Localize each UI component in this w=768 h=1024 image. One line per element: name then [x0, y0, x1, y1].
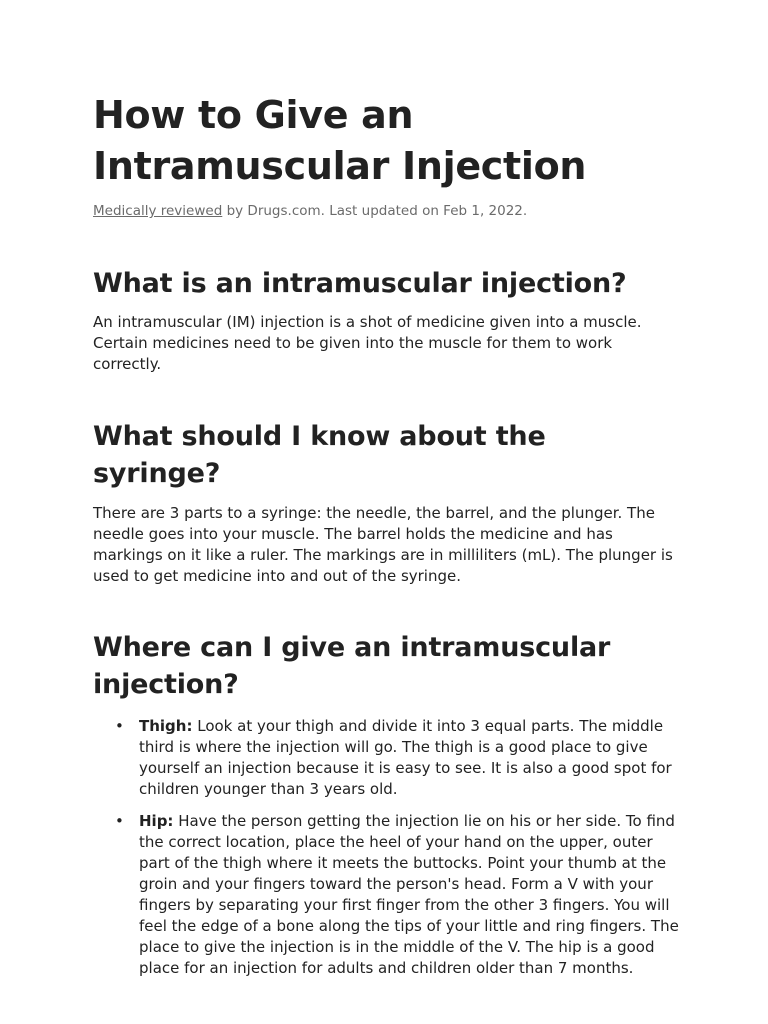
- byline: [93, 201, 680, 221]
- injection-site-list: [93, 716, 680, 979]
- section-heading-where: Where can I give an intramuscular injection?: [93, 632, 611, 700]
- list-item-text: Look at your thigh and divide it into 3 equal parts. The middle third is where the injection will go. The thigh is a good place to give yourself an injection because it is easy to see. It is also a good spot for children younger than 3 years old.: [139, 717, 672, 798]
- list-item-term: Hip:: [139, 812, 174, 830]
- list-item-text: Have the person getting the injection lie on his or her side. To find the correct location, place the heel of your hand on the upper, outer part of the thigh where it meets the buttocks. Point your thumb at the groin and your fingers toward the person's head. Form a V with your fingers by separating your first finger from the other 3 fingers. You will feel the edge of a bone along the tips of your little and ring fingers. The place to give the injection is in the middle of the V. The hip is a good place for an injection for adults and children older than 7 months.: [139, 812, 679, 977]
- section-body-what-is: An intramuscular (IM) injection is a shot of medicine given into a muscle. Certain medicines need to be given into the muscle for them to work correctly.: [93, 313, 642, 373]
- section-body-syringe: There are 3 parts to a syringe: the needle, the barrel, and the plunger. The needle goes into your muscle. The barrel holds the medicine and has markings on it like a ruler. The markings are in milliliters (mL). The plunger is used to get medicine into and out of the syringe.: [93, 504, 673, 585]
- byline-text: by Drugs.com. Last updated on Feb 1, 2022.: [222, 203, 528, 219]
- section-heading-what-is: What is an intramuscular injection?: [93, 268, 627, 299]
- page-title: How to Give an Intramuscular Injection: [93, 93, 587, 188]
- list-item-hip: [115, 811, 680, 979]
- list-item-term: Thigh:: [139, 717, 193, 735]
- medically-reviewed-link[interactable]: Medically reviewed: [93, 203, 223, 219]
- list-item-thigh: [115, 716, 680, 800]
- bullet-icon: •: [115, 717, 124, 735]
- bullet-icon: •: [115, 812, 124, 830]
- section-heading-syringe: What should I know about the syringe?: [93, 421, 546, 489]
